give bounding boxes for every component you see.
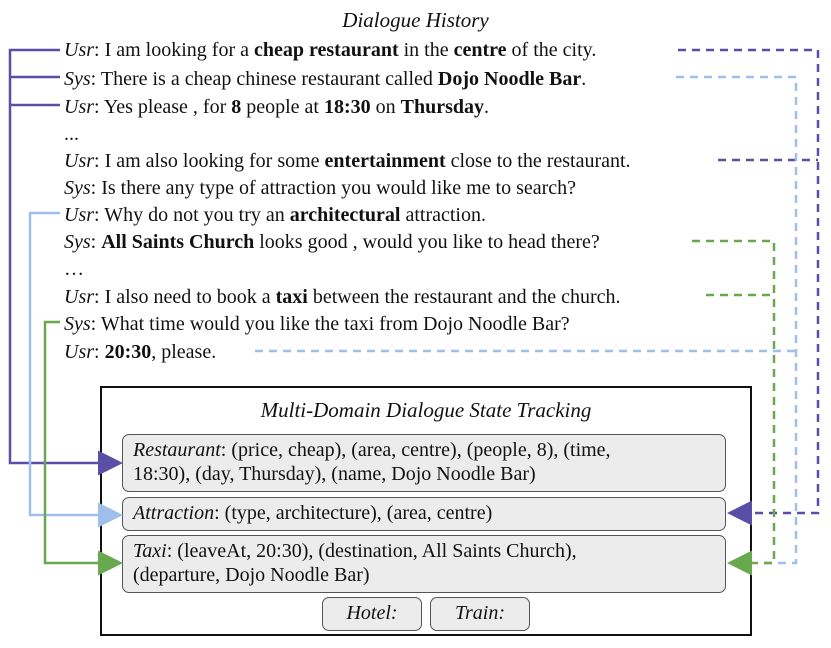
attraction-domain: Attraction [133, 502, 215, 524]
train-state: Train: [430, 597, 530, 631]
turn-text: people at [241, 96, 324, 118]
turn-text: in the [398, 39, 454, 61]
turn-keyword: centre [453, 39, 507, 61]
taxi-link-right-blue [255, 77, 796, 563]
turn-text: : [90, 231, 102, 253]
taxi-domain: Taxi [133, 540, 167, 562]
turn-keyword: cheap restaurant [253, 39, 399, 61]
turn-text: close to the restaurant. [445, 150, 631, 172]
taxi-link-right-green [692, 241, 774, 563]
turn-text: : Is there any type of attraction you would like me to search? [90, 177, 577, 199]
speaker: Usr [64, 204, 95, 226]
turn-text: : I am looking for a [94, 39, 254, 61]
hotel-state: Hotel: [322, 597, 422, 631]
taxi-link-left [45, 322, 118, 563]
speaker: Usr [64, 286, 95, 308]
taxi-slots-line2: (departure, Dojo Noodle Bar) [133, 564, 370, 586]
speaker: Sys [64, 313, 91, 335]
turn-keyword: architectural [289, 204, 401, 226]
turn-keyword: 20:30 [104, 341, 152, 363]
attraction-link-left [30, 213, 118, 515]
turn-text: : What time would you like the taxi from Dojo Noodle Bar? [90, 313, 570, 335]
turn-text: . [484, 96, 490, 118]
turn-text: : Yes please , for [94, 96, 232, 118]
turn-text: , please. [151, 341, 217, 363]
speaker: Usr [64, 39, 95, 61]
speaker: Sys [64, 177, 91, 199]
speaker: Usr [64, 150, 95, 172]
turn-keyword: entertainment [324, 150, 446, 172]
restaurant-link-left [10, 50, 118, 463]
speaker: Usr [64, 341, 95, 363]
speaker: Usr [64, 96, 95, 118]
taxi-slots-line1: : (leaveAt, 20:30), (destination, All Saints Church), [166, 540, 577, 562]
turn-text: . [581, 68, 587, 90]
turn-text: : I am also looking for some [94, 150, 325, 172]
turn-keyword: Dojo Noodle Bar [437, 68, 582, 90]
turn-keyword: taxi [275, 286, 308, 308]
restaurant-domain: Restaurant [133, 439, 221, 461]
turn-text: looks good , would you like to head there? [254, 231, 600, 253]
turn-text: : I also need to book a [94, 286, 276, 308]
speaker: Sys [64, 68, 91, 90]
speaker: Sys [64, 231, 91, 253]
attraction-slots: : (type, architecture), (area, centre) [214, 502, 493, 524]
turn-text: : [94, 341, 105, 363]
turn-text: on [370, 96, 401, 118]
turn-text: of the city. [506, 39, 597, 61]
restaurant-slots-line1: : (price, cheap), (area, centre), (people, 8), (time, [220, 439, 611, 461]
ellipsis-2: … [64, 258, 84, 280]
turn-text: : There is a cheap chinese restaurant called [90, 68, 438, 90]
dialogue-history-title: Dialogue History [342, 8, 489, 32]
turn-text: attraction. [400, 204, 486, 226]
restaurant-slots-line2: 18:30), (day, Thursday), (name, Dojo Noodle Bar) [133, 463, 536, 485]
turn-keyword: 8 [231, 96, 242, 118]
turn-keyword: All Saints Church [101, 231, 255, 253]
ellipsis-1: ... [64, 123, 79, 145]
turn-keyword: 18:30 [323, 96, 371, 118]
turn-text: : Why do not you try an [94, 204, 290, 226]
turn-text: between the restaurant and the church. [307, 286, 621, 308]
turn-keyword: Thursday [400, 96, 485, 118]
dst-title: Multi-Domain Dialogue State Tracking [260, 398, 592, 422]
